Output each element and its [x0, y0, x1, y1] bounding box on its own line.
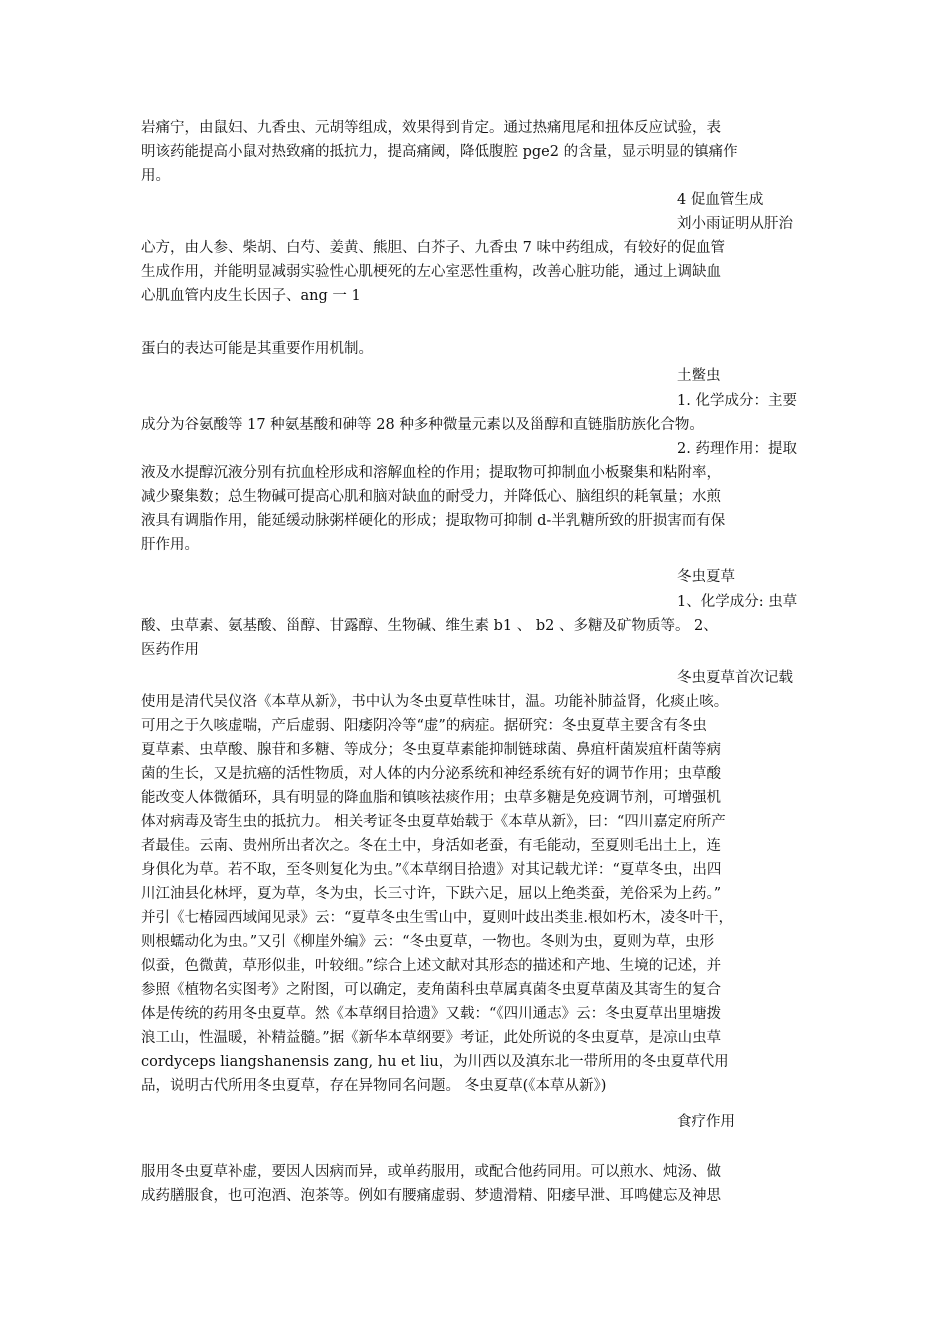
- paragraph-lead: 1. 化学成分：主要: [677, 393, 797, 409]
- text-line: 菌的生长，又是抗癌的活性物质，对人体的内分泌系统和神经系统有好的调节作用；虫草酸: [141, 766, 721, 782]
- text-line: 可用之于久咳虚喘，产后虚弱、阳痿阴冷等“虚”的病症。据研究：冬虫夏草主要含有冬虫: [141, 718, 707, 734]
- text-line: 明该药能提高小鼠对热致痛的抵抗力，提高痛阈，降低腹腔 pge2 的含量，显示明显的镇痛作: [141, 144, 738, 160]
- text-line: 似蚕，色微黄，草形似韭，叶较细。”综合上述文献对其形态的描述和产地、生境的记述，并: [141, 958, 722, 974]
- text-line: 并引《七椿园西域闻见录》云：“夏草冬虫生雪山中，夏则叶歧出类韭.根如朽木，凌冬叶干，: [141, 910, 734, 926]
- text-line: 岩痛宁，由鼠妇、九香虫、元胡等组成，效果得到肯定。通过热痛甩尾和扭体反应试验，表: [141, 120, 721, 136]
- section-heading: 冬虫夏草: [677, 569, 735, 585]
- text-line: 身俱化为草。若不取，至冬则复化为虫。”《本草纲目拾遗》对其记载尤详：“夏草冬虫，出四: [141, 862, 722, 878]
- text-line: 能改变人体微循环，具有明显的降血脂和镇咳祛痰作用；虫草多糖是免疫调节剂，可增强机: [141, 790, 721, 806]
- text-line: 使用是清代吴仪洛《本草从新》，书中认为冬虫夏草性味甘，温。功能补肺益肾，化痰止咳。: [141, 694, 729, 710]
- text-line: 蛋白的表达可能是其重要作用机制。: [141, 341, 373, 357]
- text-line: 参照《植物名实图考》之附图，可以确定，麦角菌科虫草属真菌冬虫夏草菌及其寄生的复合: [141, 982, 721, 998]
- text-line: 心方，由人参、柴胡、白芍、姜黄、熊胆、白芥子、九香虫 7 味中药组成，有较好的促血管: [141, 240, 725, 256]
- text-line: 服用冬虫夏草补虚，要因人因病而异，或单药服用，或配合他药同用。可以煎水、炖汤、做: [141, 1164, 721, 1180]
- text-line: 肝作用。: [141, 537, 199, 553]
- text-line: 心肌血管内皮生长因子、ang 一 1: [141, 288, 361, 304]
- text-line: 成分为谷氨酸等 17 种氨基酸和砷等 28 种多种微量元素以及甾醇和直链脂肪族化合物。: [141, 417, 704, 433]
- text-line: 成药膳服食，也可泡酒、泡茶等。例如有腰痛虚弱、梦遗滑精、阳痿早泄、耳鸣健忘及神思: [141, 1188, 721, 1204]
- text-line: 生成作用，并能明显减弱实验性心肌梗死的左心室恶性重构，改善心脏功能，通过上调缺血: [141, 264, 721, 280]
- text-line: 酸、虫草素、氨基酸、甾醇、甘露醇、生物碱、维生素 b1 、 b2 、多糖及矿物质等。 2、: [141, 618, 718, 634]
- text-line: 液具有调脂作用，能延缓动脉粥样硬化的形成；提取物可抑制 d-半乳糖所致的肝损害而有保: [141, 513, 726, 529]
- section-heading: 4 促血管生成: [677, 192, 764, 208]
- text-line: 体是传统的药用冬虫夏草。然《本草纲目拾遗》又载：“《四川通志》云：冬虫夏草出里塘拨: [141, 1006, 722, 1022]
- section-heading: 食疗作用: [677, 1114, 735, 1130]
- paragraph-lead: 刘小雨证明从肝治: [677, 216, 793, 232]
- text-line: 用。: [141, 168, 170, 184]
- text-line: 液及水提醇沉液分别有抗血栓形成和溶解血栓的作用；提取物可抑制血小板聚集和粘附率，: [141, 465, 721, 481]
- paragraph-lead: 冬虫夏草首次记载: [677, 670, 793, 686]
- text-line: 者最佳。云南、贵州所出者次之。冬在土中，身活如老蚕，有毛能动，至夏则毛出土上，连: [141, 838, 721, 854]
- text-line: cordyceps liangshanensis zang, hu et liu，为川西以及滇东北一带所用的冬虫夏草代用: [141, 1054, 729, 1070]
- text-line: 则根蠕动化为虫。”又引《柳崖外编》云：“冬虫夏草，一物也。冬则为虫，夏则为草，虫形: [141, 934, 715, 950]
- text-line: 浪工山，性温暖，补精益髓。”据《新华本草纲要》考证，此处所说的冬虫夏草，是凉山虫草: [141, 1030, 722, 1046]
- text-line: 夏草素、虫草酸、腺苷和多糖、等成分；冬虫夏草素能抑制链球菌、鼻疽杆菌炭疽杆菌等病: [141, 742, 721, 758]
- text-line: 医药作用: [141, 642, 199, 658]
- text-line: 品，说明古代所用冬虫夏草，存在异物同名问题。 冬虫夏草(《本草从新》): [141, 1078, 607, 1094]
- text-line: 体对病毒及寄生虫的抵抗力。 相关考证冬虫夏草始载于《本草从新》，曰：“四川嘉定府所产: [141, 814, 726, 830]
- text-line: 减少聚集数；总生物碱可提高心肌和脑对缺血的耐受力，并降低心、脑组织的耗氧量；水煎: [141, 489, 721, 505]
- text-line: 川江油县化林坪，夏为草，冬为虫，长三寸许，下趺六足，屈以上绝类蚕，羌俗采为上药。”: [141, 886, 722, 902]
- section-heading: 土鳖虫: [677, 368, 721, 384]
- paragraph-lead: 1、化学成分: 虫草: [677, 594, 798, 610]
- paragraph-lead: 2. 药理作用：提取: [677, 441, 797, 457]
